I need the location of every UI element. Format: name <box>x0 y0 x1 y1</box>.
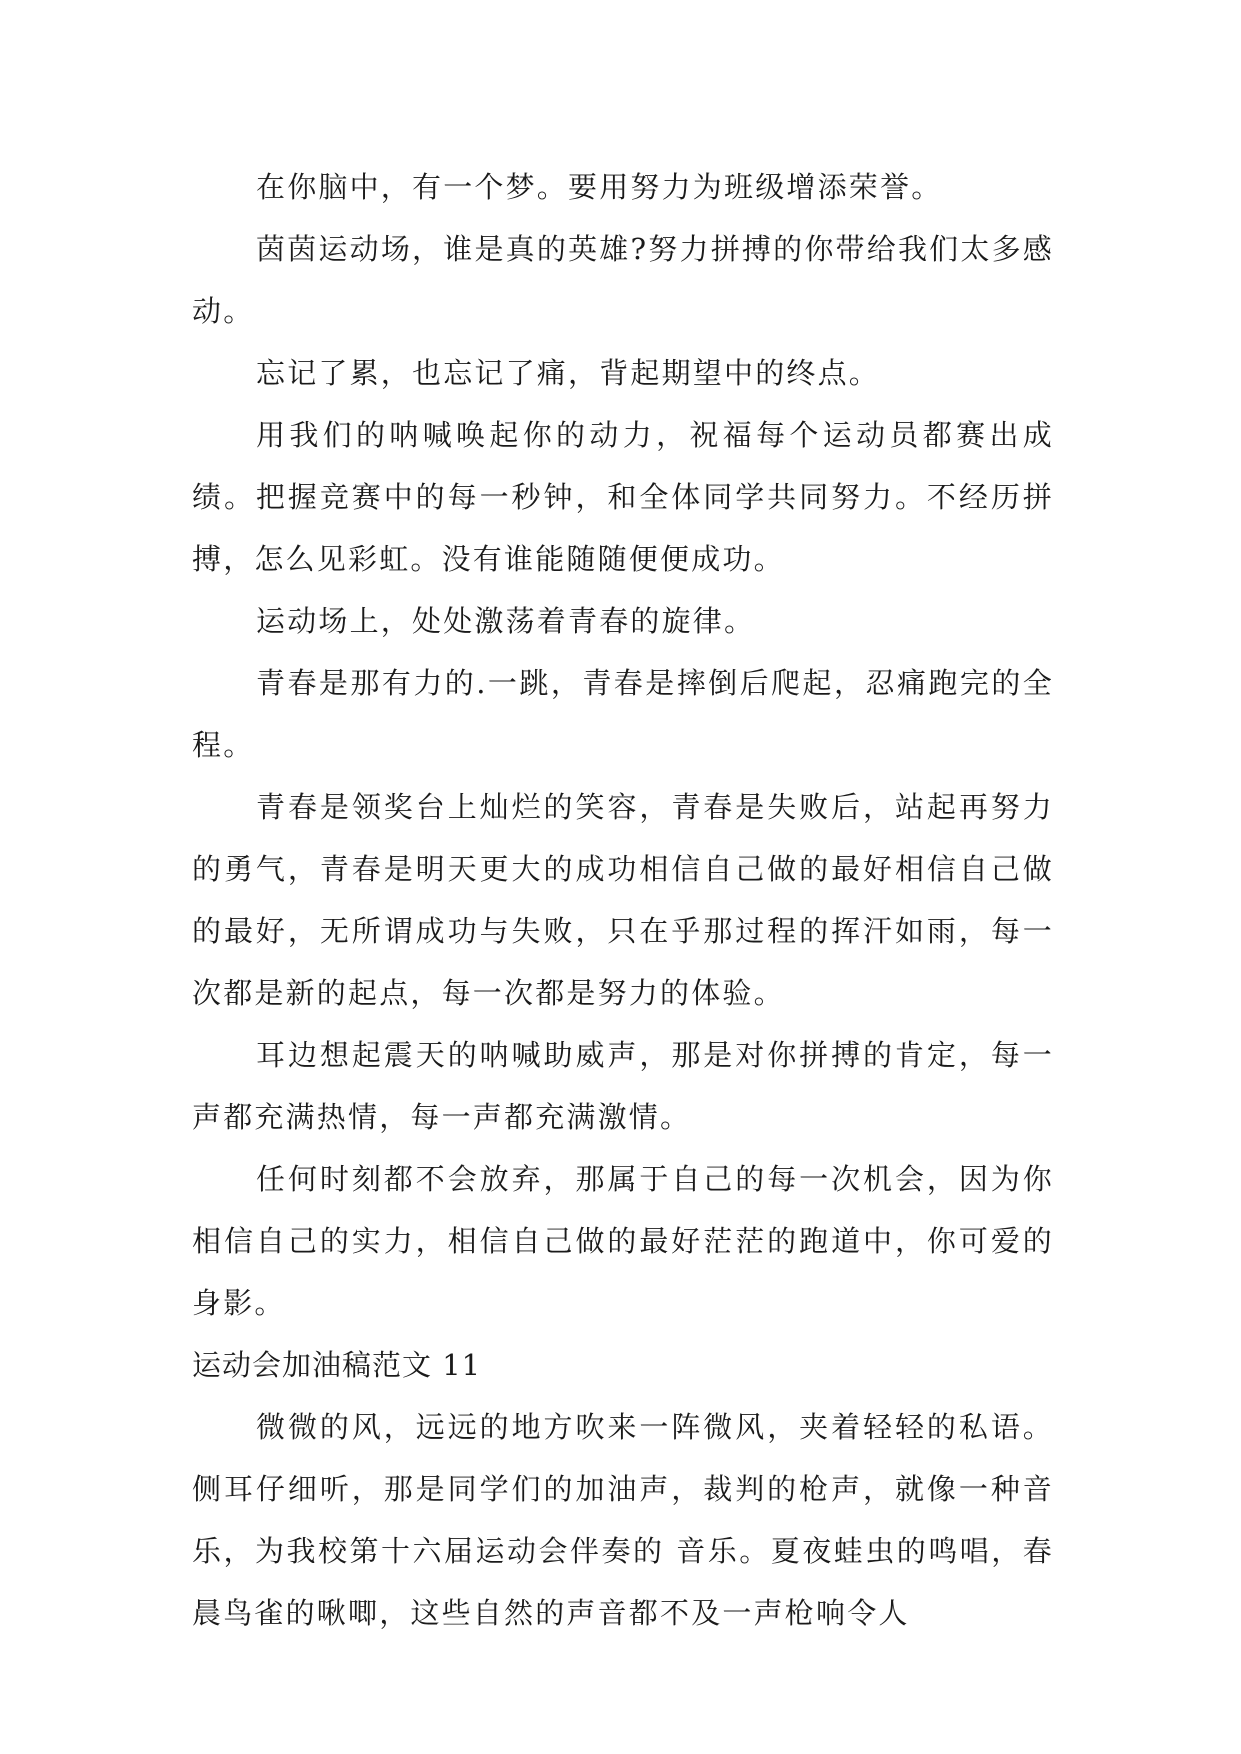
paragraph: 茵茵运动场，谁是真的英雄?努力拼搏的你带给我们太多感动。 <box>192 232 1054 328</box>
document-page <box>192 156 1054 1644</box>
paragraph: 耳边想起震天的呐喊助威声，那是对你拼搏的肯定，每一声都充满热情，每一声都充满激情。 <box>192 1038 1054 1134</box>
paragraph: 忘记了累，也忘记了痛，背起期望中的终点。 <box>256 356 881 390</box>
paragraph: 用我们的呐喊唤起你的动力，祝福每个运动员都赛出成绩。把握竞赛中的每一秒钟，和全体同学共同努力。不经历拼搏，怎么见彩虹。没有谁能随随便便成功。 <box>192 418 1054 576</box>
paragraph: 运动场上，处处激荡着青春的旋律。 <box>256 604 756 638</box>
paragraph: 任何时刻都不会放弃，那属于自己的每一次机会，因为你相信自己的实力，相信自己做的最好茫茫的跑道中，你可爱的身影。 <box>192 1162 1054 1320</box>
paragraph: 在你脑中，有一个梦。要用努力为班级增添荣誉。 <box>256 170 943 204</box>
paragraph: 青春是那有力的.一跳，青春是摔倒后爬起，忍痛跑完的全程。 <box>192 666 1054 762</box>
section-heading: 运动会加油稿范文 11 <box>192 1348 482 1382</box>
paragraph: 微微的风，远远的地方吹来一阵微风，夹着轻轻的私语。侧耳仔细听，那是同学们的加油声，裁判的枪声，就像一种音乐，为我校第十六届运动会伴奏的 音乐。夏夜蛙虫的鸣唱，春晨鸟雀的啾唧，这些自然的声音都不及一声枪响令人 <box>192 1410 1054 1630</box>
paragraph: 青春是领奖台上灿烂的笑容，青春是失败后，站起再努力的勇气，青春是明天更大的成功相信自己做的最好相信自己做的最好，无所谓成功与失败，只在乎那过程的挥汗如雨，每一次都是新的起点，每一次都是努力的体验。 <box>192 790 1054 1010</box>
